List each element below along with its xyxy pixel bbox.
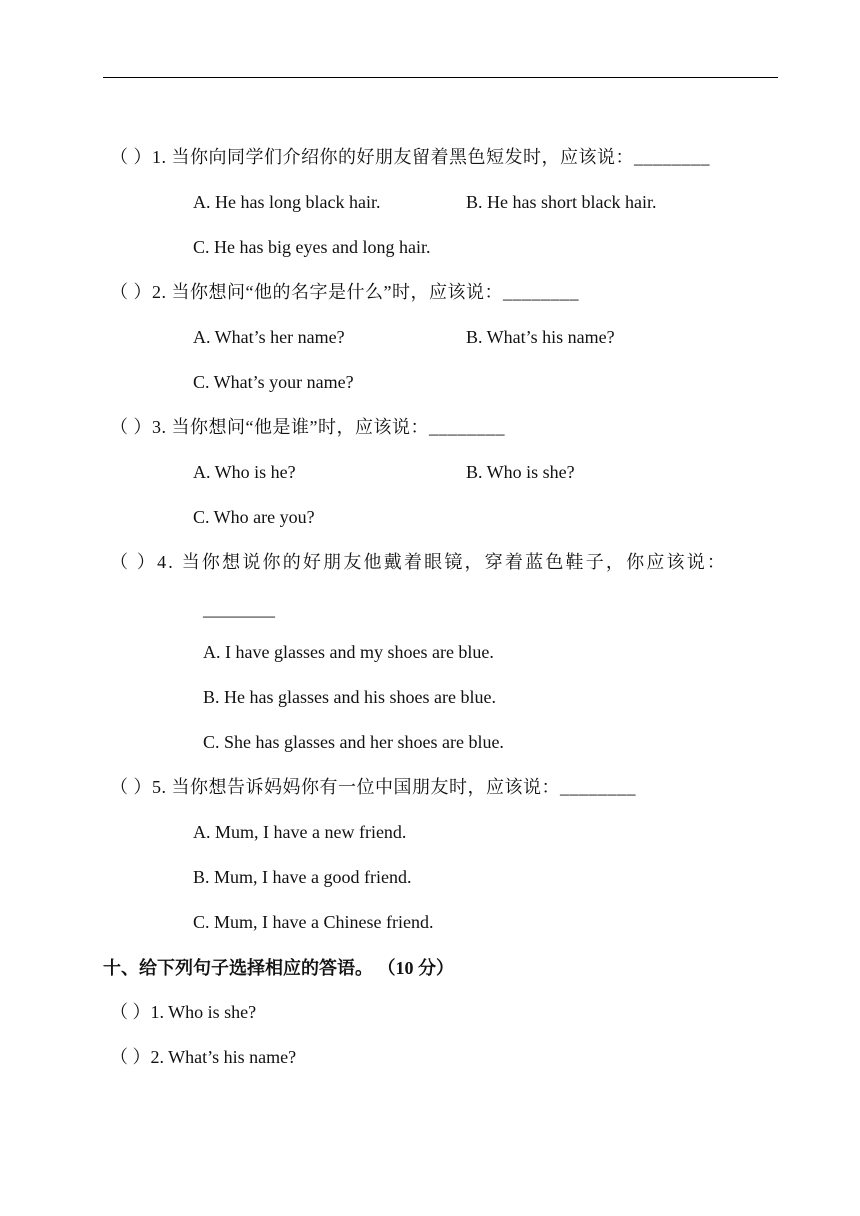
answer-paren[interactable]: （ ） xyxy=(110,777,152,797)
option-a: A. Who is he? xyxy=(193,462,296,482)
question-number: 1. xyxy=(152,147,167,167)
option-c: C. He has big eyes and long hair. xyxy=(193,237,431,257)
answer-blank: ________ xyxy=(634,147,710,167)
answer-blank: ________ xyxy=(428,417,505,437)
item-text: 2. What’s his name? xyxy=(150,1047,297,1067)
question-prompt: 当你想问“他的名字是什么”时，应该说： xyxy=(171,282,503,302)
option-a: A. Mum, I have a new friend. xyxy=(193,822,407,842)
answer-paren[interactable]: （ ） xyxy=(110,147,152,167)
option-c: C. She has glasses and her shoes are blue. xyxy=(203,732,504,752)
question-1 xyxy=(110,145,710,169)
section-item-1 xyxy=(110,1000,256,1024)
option-a: A. I have glasses and my shoes are blue. xyxy=(203,642,494,662)
answer-blank: ________ xyxy=(203,599,275,619)
option-a: A. He has long black hair. xyxy=(193,192,381,212)
question-number: 3. xyxy=(152,417,167,437)
option-b: B. He has short black hair. xyxy=(466,192,657,212)
option-c: C. Who are you? xyxy=(193,507,315,527)
question-number: 5. xyxy=(152,777,167,797)
question-2 xyxy=(110,280,579,304)
answer-paren[interactable]: （ ） xyxy=(110,417,152,437)
option-a: A. What’s her name? xyxy=(193,327,345,347)
option-b: B. What’s his name? xyxy=(466,327,615,347)
option-b: B. He has glasses and his shoes are blue. xyxy=(203,687,496,707)
answer-paren[interactable]: （ ） xyxy=(110,282,152,302)
question-4 xyxy=(110,550,727,574)
question-5 xyxy=(110,775,636,799)
question-number: 2. xyxy=(152,282,167,302)
section-heading xyxy=(103,956,454,980)
answer-blank: ________ xyxy=(560,777,636,797)
option-b: B. Mum, I have a good friend. xyxy=(193,867,412,887)
option-c: C. Mum, I have a Chinese friend. xyxy=(193,912,434,932)
section-score: （10 分） xyxy=(377,958,454,978)
question-number: 4. xyxy=(157,552,176,572)
option-b: B. Who is she? xyxy=(466,462,575,482)
section-title: 十、给下列句子选择相应的答语。 xyxy=(103,958,373,978)
question-prompt: 当你向同学们介绍你的好朋友留着黑色短发时，应该说： xyxy=(171,147,634,167)
answer-paren[interactable]: （ ） xyxy=(110,552,158,572)
answer-paren[interactable]: （ ） xyxy=(110,1002,151,1022)
answer-blank: ________ xyxy=(502,282,579,302)
question-prompt: 当你想说你的好朋友他戴着眼镜，穿着蓝色鞋子，你应该说： xyxy=(181,552,728,572)
answer-paren[interactable]: （ ） xyxy=(110,1047,151,1067)
question-3 xyxy=(110,415,505,439)
question-prompt: 当你想告诉妈妈你有一位中国朋友时，应该说： xyxy=(171,777,560,797)
section-item-2 xyxy=(110,1045,296,1069)
header-rule xyxy=(103,77,778,78)
option-c: C. What’s your name? xyxy=(193,372,354,392)
item-text: 1. Who is she? xyxy=(150,1002,257,1022)
question-prompt: 当你想问“他是谁”时，应该说： xyxy=(171,417,429,437)
